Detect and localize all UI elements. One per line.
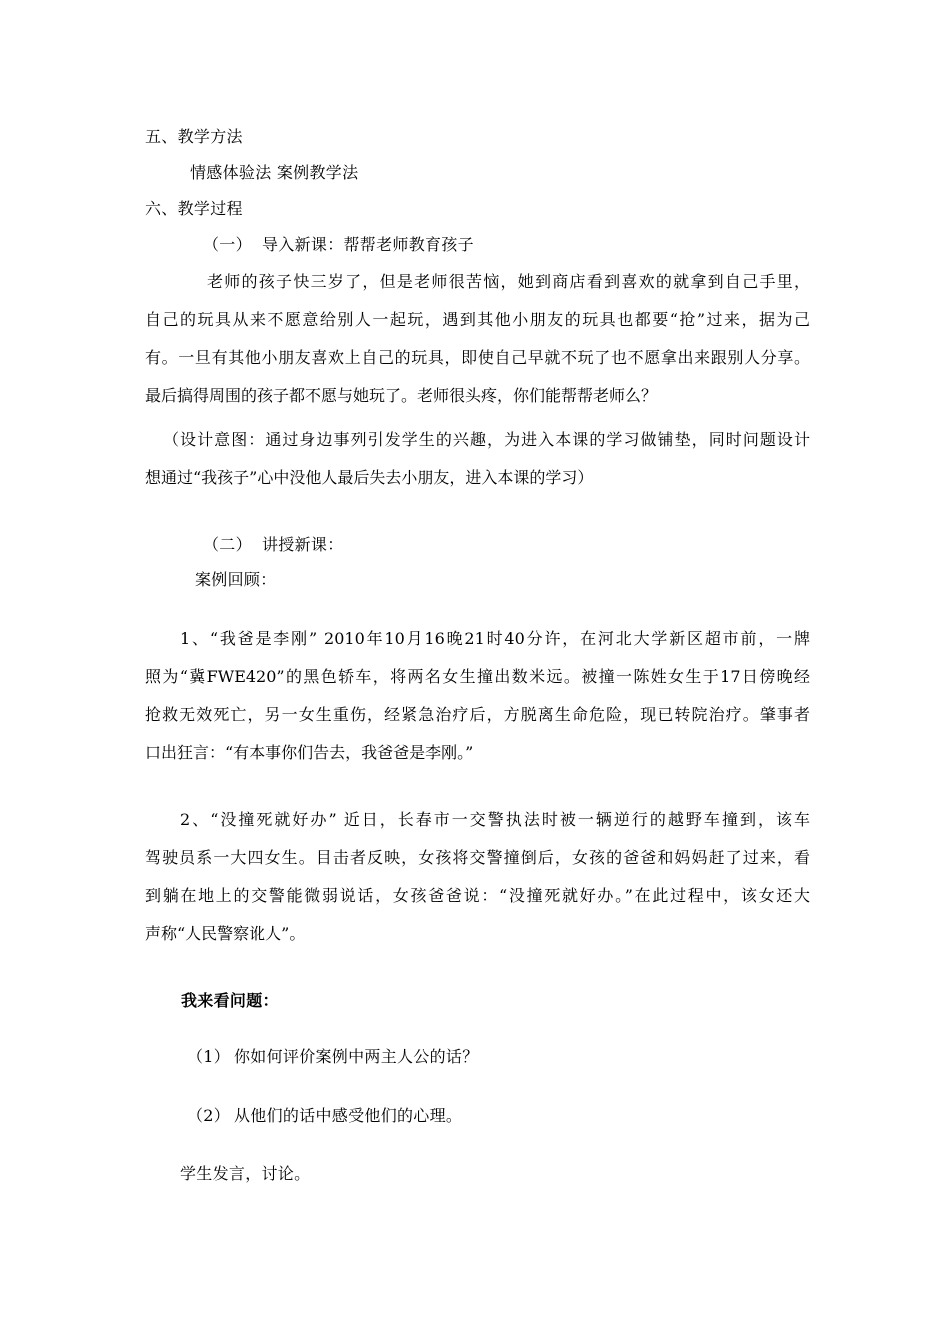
case-1-line: 抢救无效死亡，另一女生重伤，经紧急治疗后，方脱离生命危险，现已转院治疗。肇事者 (145, 705, 810, 724)
case-2-line: 声称“人民警察讹人”。 (145, 924, 306, 943)
question-1-label: （1） (187, 1047, 231, 1066)
closing-line: 学生发言，讨论。 (180, 1164, 311, 1183)
case-2-paragraph (145, 801, 810, 953)
case-2-line: 到躺在地上的交警能微弱说话，女孩爸爸说：“没撞死就好办。”在此过程中，该女还大 (145, 886, 810, 905)
case-1-line: 1、“我爸是李刚” 2010年10月16晚21时40分许，在河北大学新区超市前，一牌 (180, 629, 810, 648)
section-6-heading: 六、教学过程 (145, 199, 243, 218)
question-1-text: 你如何评价案例中两主人公的话？ (234, 1047, 479, 1066)
case-2-line: 2、“没撞死就好办” 近日，长春市一交警执法时被一辆逆行的越野车撞到，该车 (180, 810, 810, 829)
story-line: 最后搞得周围的孩子都不愿与她玩了。老师很头疼，你们能帮帮老师么？ (145, 386, 658, 405)
case-1-line: 口出狂言：“有本事你们告去，我爸爸是李刚。” (145, 743, 474, 762)
design-intent-line: （设计意图：通过身边事列引发学生的兴趣，为进入本课的学习做铺垫，同时问题设计 (163, 430, 810, 449)
questions-heading: 我来看问题： (181, 991, 279, 1010)
story-line: 自己的玩具从来不愿意给别人一起玩，遇到其他小朋友的玩具也都要“抢”过来，据为己 (145, 310, 810, 329)
case-1-line: 照为“冀FWE420”的黑色轿车，将两名女生撞出数米远。被撞一陈姓女生于17日傍晚经 (145, 667, 810, 686)
question-2-label: （2） (187, 1106, 231, 1125)
part-1-title: 导入新课：帮帮老师教育孩子 (262, 235, 474, 254)
case-review-label: 案例回顾： (195, 570, 277, 589)
section-5-heading: 五、教学方法 (145, 127, 243, 146)
part-1-label: （一） (203, 235, 252, 254)
design-intent-line: 想通过“我孩子”心中没他人最后失去小朋友，进入本课的学习） (145, 468, 594, 487)
case-1-paragraph (145, 620, 810, 772)
intro-story-paragraph (145, 263, 810, 415)
question-2-text: 从他们的话中感受他们的心理。 (234, 1106, 463, 1125)
story-line: 有。一旦有其他小朋友喜欢上自己的玩具，即使自己早就不玩了也不愿拿出来跟别人分享。 (145, 348, 810, 367)
part-2-label: （二） (203, 535, 252, 554)
story-line: 老师的孩子快三岁了，但是老师很苦恼，她到商店看到喜欢的就拿到自己手里， (207, 272, 810, 291)
part-2-title: 讲授新课： (262, 535, 344, 554)
case-2-line: 驾驶员系一大四女生。目击者反映，女孩将交警撞倒后，女孩的爸爸和妈妈赶了过来，看 (145, 848, 810, 867)
teaching-methods: 情感体验法 案例教学法 (190, 163, 359, 182)
design-intent-paragraph (145, 421, 810, 497)
